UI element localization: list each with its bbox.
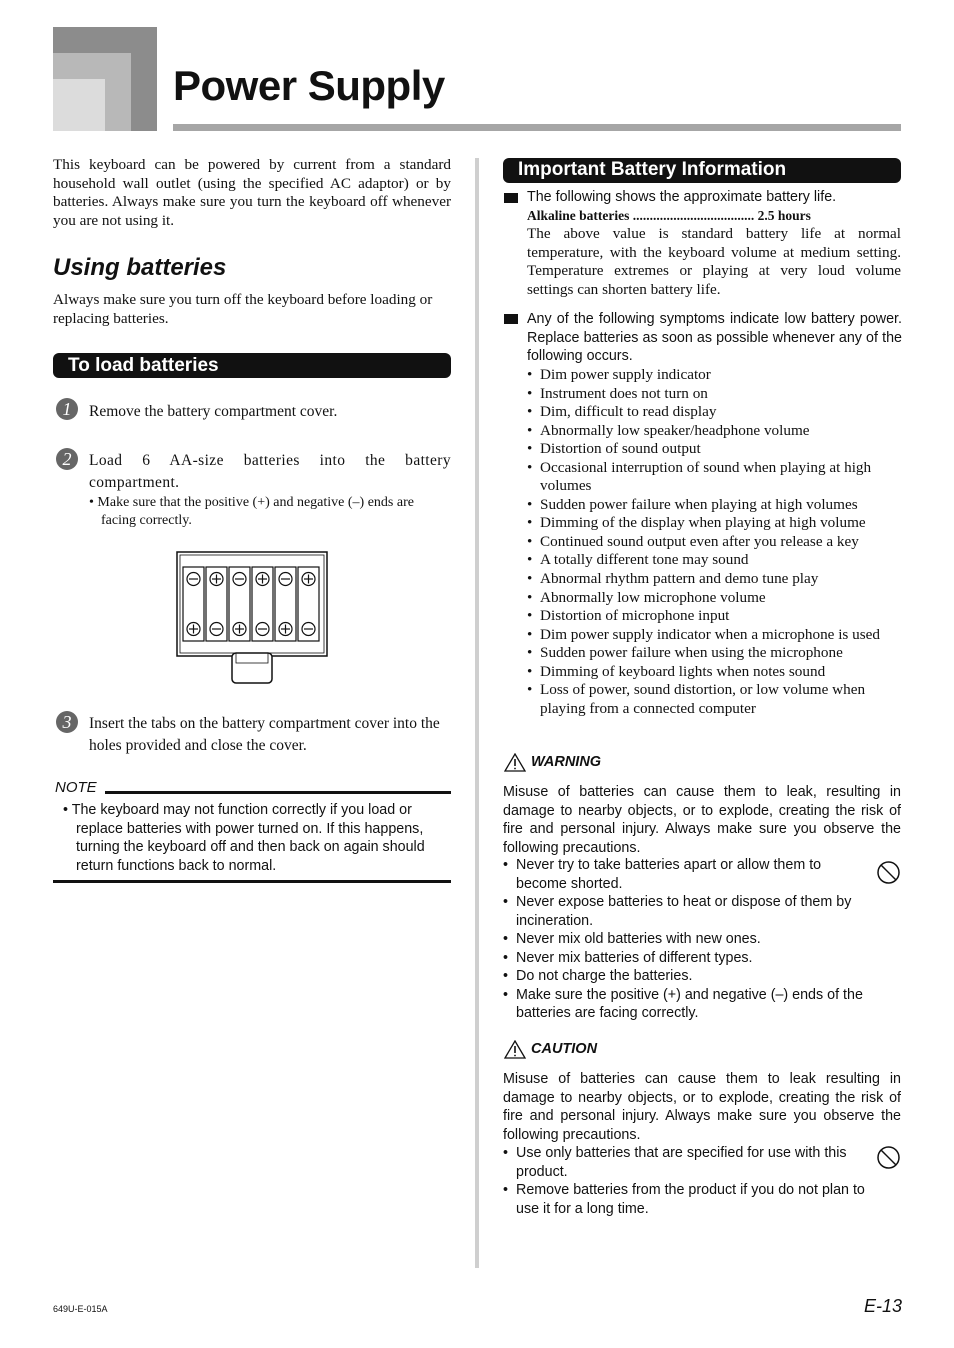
always-paragraph: Always make sure you turn off the keyboard before loading or replacing batteries. (53, 291, 433, 327)
symptom-item: • Occasional interruption of sound when playing at high volumes (527, 459, 903, 496)
warning-text: Misuse of batteries can cause them to leak, resulting in damage to nearby objects, or to explode, creating the risk of fire and personal injury. Always make sure you observe the following precautions. (503, 784, 901, 856)
battery-life-text: The above value is standard battery life at normal temperature, with the keyboard volume at medium setting. Temperature extremes or playing at very loud volume settings can shorten battery life. (527, 225, 901, 298)
header-decoration-core (53, 79, 105, 131)
subsection-bar: To load batteries (53, 353, 451, 378)
prohibited-icon (876, 860, 901, 885)
step-text-2: Load 6 AA-size batteries into the battery compartment. (89, 452, 451, 491)
alkaline-battery-life (527, 207, 901, 225)
step-number-1: 1 (56, 398, 78, 420)
alkaline-value: 2.5 hours (757, 208, 811, 223)
battery-life-intro: The following shows the approximate battery life. (527, 189, 837, 205)
warning-precaution-item: • Never try to take batteries apart or allow them to become shorted. (503, 856, 873, 893)
symptom-list (527, 366, 903, 718)
symptom-item: • Loss of power, sound distortion, or low volume when playing from a connected computer (527, 681, 903, 718)
symptom-item: • Dim power supply indicator when a microphone is used (527, 626, 903, 645)
caution-precaution-item: • Use only batteries that are specified for use with this product. (503, 1144, 873, 1181)
caution-precaution-item: • Remove batteries from the product if you do not plan to use it for a long time. (503, 1181, 873, 1218)
step-text-1: Remove the battery compartment cover. (89, 403, 338, 420)
symptom-item: • Distortion of sound output (527, 440, 903, 459)
step-number-3: 3 (56, 711, 78, 733)
warning-precaution-item: • Make sure the positive (+) and negative (–) ends of the batteries are facing correctly. (503, 986, 873, 1023)
symptom-item: • Abnormally low microphone volume (527, 589, 903, 608)
document-code: 649U-E-015A (53, 1304, 108, 1314)
note-rule-top (105, 791, 451, 794)
warning-label: WARNING (531, 754, 602, 770)
step-text-3: Insert the tabs on the battery compartment cover into the holes provided and close the cover. (89, 715, 440, 754)
title-rule (173, 124, 901, 131)
warning-precaution-item: • Never mix batteries of different types. (503, 949, 873, 968)
caution-triangle-icon (504, 1040, 526, 1059)
page-title: Power Supply (173, 62, 445, 109)
step-number-2: 2 (56, 448, 78, 470)
note-body: The keyboard may not function correctly if you load or replace batteries with power turned on. If this happens, turning the keyboard off and then back on again should return functions back to normal. (71, 802, 425, 874)
symptom-item: • Dimming of keyboard lights when notes sound (527, 663, 903, 682)
caution-precautions (503, 1144, 873, 1218)
symptom-item: • Sudden power failure when using the microphone (527, 644, 903, 663)
note-text: • The keyboard may not function correctly if you load or replace batteries with power turned on. If this happens, turning the keyboard off and then back on again should return functions back to normal. (63, 802, 425, 874)
warning-precaution-item: • Never expose batteries to heat or dispose of them by incineration. (503, 893, 873, 930)
square-bullet (504, 314, 518, 324)
low-power-intro: Any of the following symptoms indicate low battery power. Replace batteries as soon as possible whenever any of the following occurs. (527, 311, 902, 364)
symptom-item: • Continued sound output even after you release a key (527, 533, 903, 552)
warning-precaution-item: • Never mix old batteries with new ones. (503, 930, 873, 949)
step-2-note: • Make sure that the positive (+) and negative (–) ends are facing correctly. (89, 495, 414, 528)
section-heading: Using batteries (53, 254, 227, 281)
square-bullet (504, 193, 518, 203)
column-divider (475, 158, 479, 1268)
symptom-item: • Distortion of microphone input (527, 607, 903, 626)
warning-triangle-icon (504, 753, 526, 772)
symptom-item: • Dim power supply indicator (527, 366, 903, 385)
note-rule-bottom (53, 880, 451, 883)
symptom-item: • Instrument does not turn on (527, 385, 903, 404)
alkaline-label: Alkaline batteries (527, 208, 630, 223)
warning-precaution-item: • Do not charge the batteries. (503, 967, 873, 986)
caution-text: Misuse of batteries can cause them to leak resulting in damage to nearby objects, or to explode, creating the risk of fire and personal injury. Always make sure you observe the following precautions. (503, 1071, 901, 1143)
symptom-item: • Dim, difficult to read display (527, 403, 903, 422)
symptom-item: • Abnormal rhythm pattern and demo tune play (527, 570, 903, 589)
page-number: E-13 (864, 1296, 903, 1316)
prohibited-icon (876, 1145, 901, 1170)
alkaline-dots: .................................... (632, 208, 755, 223)
battery-compartment-illustration (176, 551, 328, 684)
symptom-item: • A totally different tone may sound (527, 551, 903, 570)
caution-label: CAUTION (531, 1041, 598, 1057)
important-info-bar: Important Battery Information (503, 158, 901, 183)
note-label: NOTE (55, 779, 97, 796)
symptom-item: • Sudden power failure when playing at high volumes (527, 496, 903, 515)
symptom-item: • Abnormally low speaker/headphone volume (527, 422, 903, 441)
intro-paragraph: This keyboard can be powered by current from a standard household wall outlet (using the specified AC adaptor) or by batteries. Always make sure you turn the keyboard off whenever you are not using it. (53, 156, 451, 229)
symptom-item: • Dimming of the display when playing at high volume (527, 514, 903, 533)
warning-precautions (503, 856, 873, 1023)
